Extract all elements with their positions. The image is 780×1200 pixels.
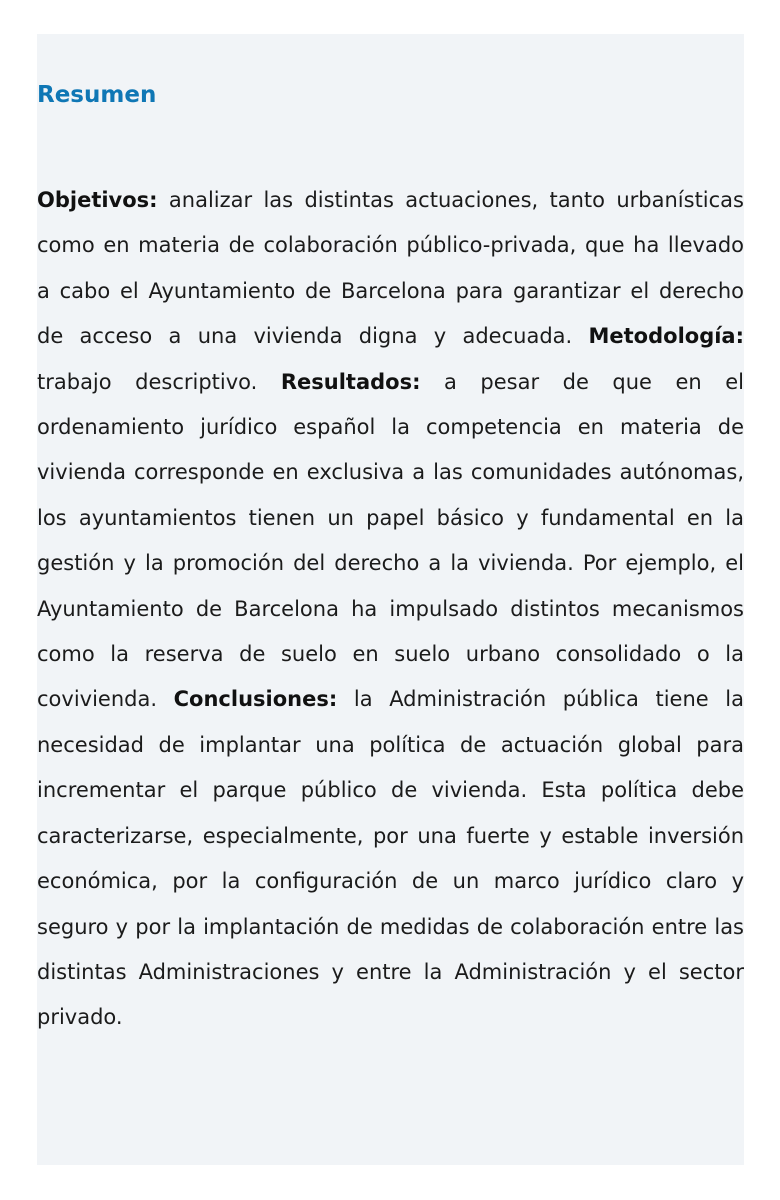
abstract-paragraph — [37, 178, 744, 1041]
section-heading: Resumen — [37, 82, 157, 108]
methodology-label: Metodología: — [588, 324, 744, 349]
objectives-label: Objetivos: — [37, 188, 158, 212]
conclusions-label: Conclusiones: — [173, 687, 338, 712]
objectives-text: analizar las distintas actuaciones, tanto urbanísticas como en materia de colaboración público-​privada, que ha llevado a cabo el Ayuntamiento de Barcelona para garantizar el derecho de acceso a una vivienda digna y adecuada. — [37, 188, 744, 349]
methodology-text: trabajo descriptivo. — [37, 369, 281, 394]
conclusions-text: la Administración pública tiene la necesidad de implantar una política de actuación global para incrementar el parque público de vivienda. Esta política debe caracterizarse, especialmente, por una fuerte y estable inversión económica, por la configuración de un marco jurídico claro y seguro y por la implantación de medidas de colaboración entre las distintas Administraciones y entre la Administración y el sector privado. — [37, 687, 744, 1030]
results-label: Resultados: — [280, 369, 421, 394]
results-text: a pesar de que en el ordenamiento jurídico español la competencia en materia de vivienda corresponde en exclusiva a las comunidades autónomas, los ayuntamientos tienen un papel básico y fundamental en la gestión y la promoción del derecho a la vivienda. Por ejemplo, el Ayuntamiento de Barcelona ha impulsado distintos mecanismos como la reserva de suelo en suelo urbano consolidado o la covivienda. — [37, 369, 744, 712]
